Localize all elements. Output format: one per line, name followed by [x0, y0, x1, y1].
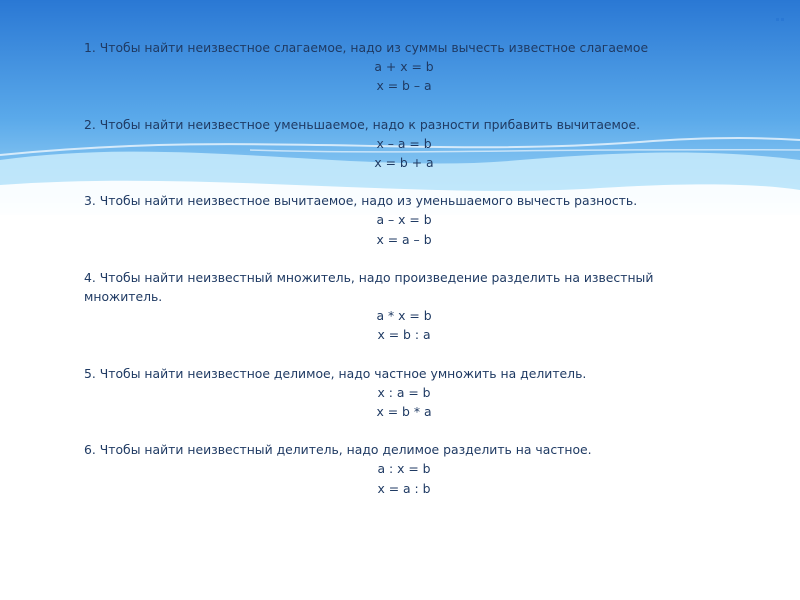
rule-1 [84, 38, 724, 96]
formula: x = a : b [377, 480, 431, 496]
formula: x = b : a [377, 327, 431, 343]
spacer [84, 421, 724, 440]
rule-2 [84, 115, 724, 173]
rule-statement: 5. Чтобы найти неизвестное делимое, надо частное умножить на делитель. [84, 365, 587, 381]
spacer [84, 249, 724, 268]
rule-5 [84, 364, 724, 422]
formula: x : a = b [377, 384, 431, 400]
formula: a * x = b [376, 308, 432, 324]
formula: a : x = b [377, 461, 431, 477]
formula: x = b * a [376, 404, 432, 420]
formula: x – a = b [376, 135, 432, 151]
rule-statement: 6. Чтобы найти неизвестный делитель, надо делимое разделить на частное. [84, 442, 592, 458]
formula: a + x = b [374, 59, 434, 75]
formula: x = a – b [376, 231, 432, 247]
formula: x = b – a [376, 78, 432, 94]
spacer [84, 172, 724, 191]
formula: a – x = b [376, 212, 432, 228]
rule-statement: 3. Чтобы найти неизвестное вычитаемое, надо из уменьшаемого вычесть разность. [84, 193, 638, 209]
rule-statement: 1. Чтобы найти неизвестное слагаемое, надо из суммы вычесть известное слагаемое [84, 40, 649, 55]
formula: x = b + a [374, 155, 434, 171]
rule-statement: 2. Чтобы найти неизвестное уменьшаемое, надо к разности прибавить вычитаемое. [84, 116, 641, 132]
rule-3 [84, 191, 724, 249]
rule-6 [84, 440, 724, 498]
rule-4 [84, 268, 724, 345]
slide-content [84, 38, 724, 498]
rule-statement: 4. Чтобы найти неизвестный множитель, надо произведение разделить на известный множитель. [84, 269, 654, 305]
spacer [84, 96, 724, 115]
spacer [84, 345, 724, 364]
